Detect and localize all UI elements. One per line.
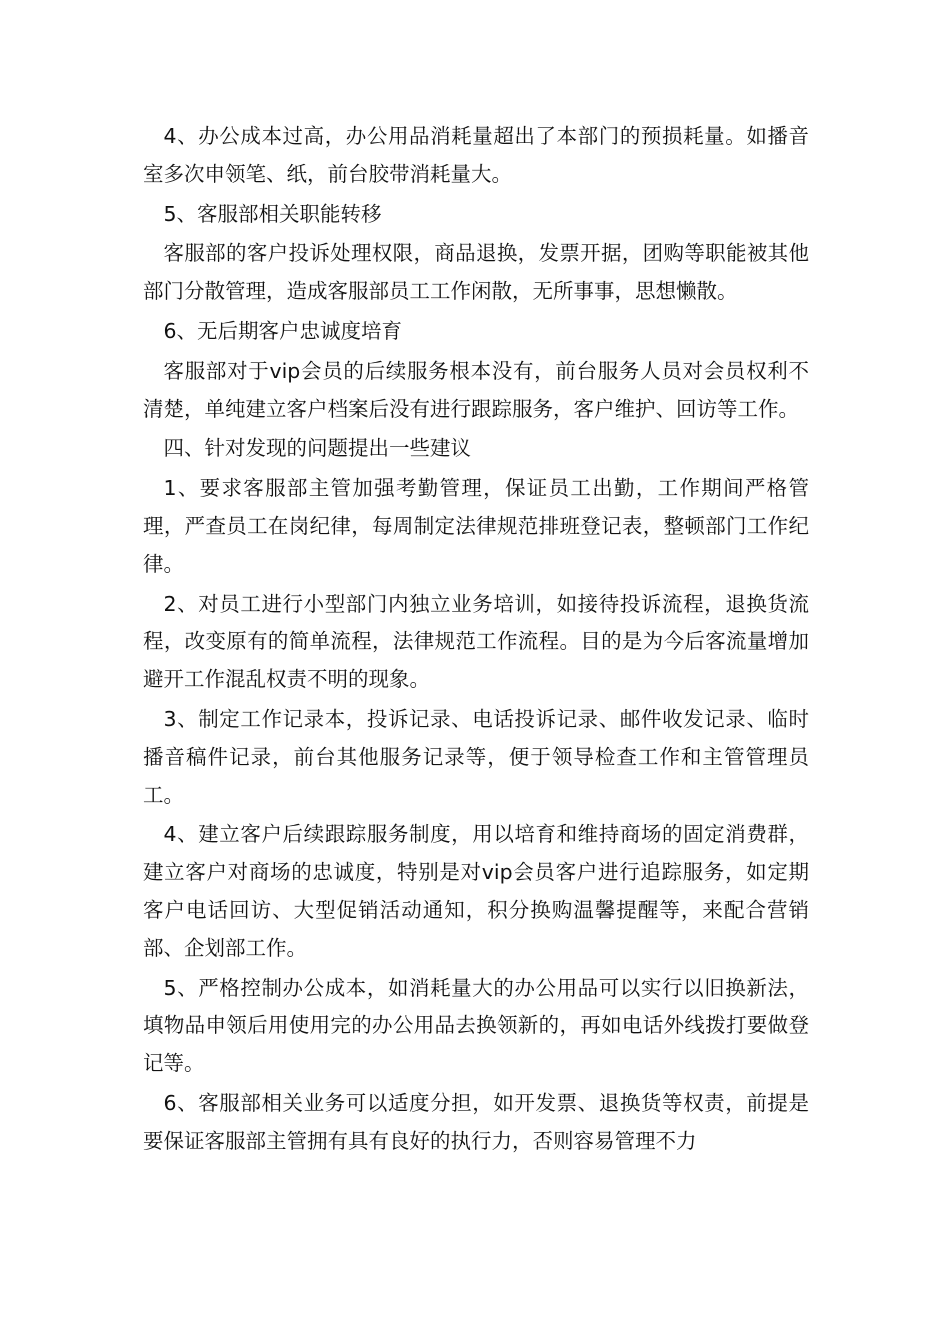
heading-suggestions: 四、针对发现的问题提出一些建议 [163,436,471,461]
heading-loyalty-cultivation: 6、无后期客户忠诚度培育 [163,318,403,343]
paragraph-function-transfer: 客服部的客户投诉处理权限，商品退换，发票开据，团购等职能被其他部门分散管理，造成客服部员工工作闲散，无所事事，思想懒散。 [143,241,809,304]
paragraph-office-cost-issue: 4、办公成本过高，办公用品消耗量超出了本部门的预损耗量。如播音室多次申领笔、纸，前台胶带消耗量大。 [143,124,809,186]
paragraph-suggestion-training: 2、对员工进行小型部门内独立业务培训，如接待投诉流程，退换货流程，改变原有的简单流程，法律规范工作流程。目的是为今后客流量增加避开工作混乱权责不明的现象。 [143,591,809,692]
paragraph-loyalty-cultivation: 客服部对于vip会员的后续服务根本没有，前台服务人员对会员权利不清楚，单纯建立客户档案后没有进行跟踪服务，客户维护、回访等工作。 [143,358,809,421]
paragraph-suggestion-share-duties: 6、客服部相关业务可以适度分担，如开发票、退换货等权责，前提是要保证客服部主管拥有具有良好的执行力，否则容易管理不力 [143,1090,809,1153]
paragraph-suggestion-follow-up: 4、建立客户后续跟踪服务制度，用以培育和维持商场的固定消费群，建立客户对商场的忠诚度，特别是对vip会员客户进行追踪服务，如定期客户电话回访、大型促销活动通知，积分换购温馨提醒等，来配合营销部、企划部工作。 [143,822,809,960]
document-body [143,118,809,1163]
heading-function-transfer: 5、客服部相关职能转移 [163,201,382,226]
paragraph-suggestion-attendance: 1、要求客服部主管加强考勤管理，保证员工出勤，工作期间严格管理，严查员工在岗纪律，每周制定法律规范排班登记表，整顿部门工作纪律。 [143,476,809,576]
paragraph-suggestion-cost-control: 5、严格控制办公成本，如消耗量大的办公用品可以实行以旧换新法，填物品申领后用使用完的办公用品去换领新的，再如电话外线拨打要做登记等。 [143,975,809,1076]
paragraph-suggestion-records: 3、制定工作记录本，投诉记录、电话投诉记录、邮件收发记录、临时播音稿件记录，前台其他服务记录等，便于领导检查工作和主管管理员工。 [143,706,809,807]
